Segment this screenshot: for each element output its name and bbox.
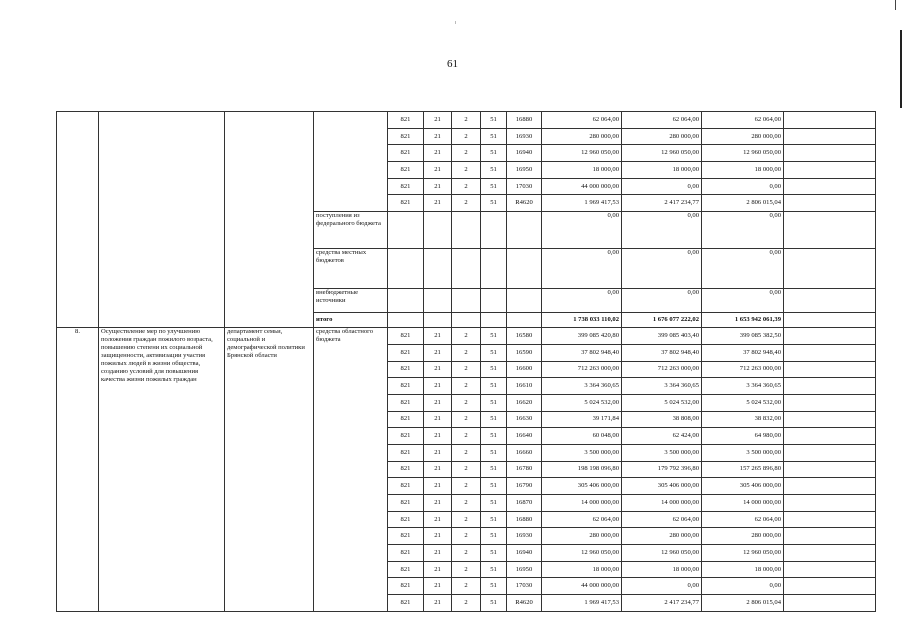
- program-code-cell: 51: [481, 344, 507, 361]
- section-code-cell: 21: [424, 545, 452, 562]
- program-code-cell: 51: [481, 178, 507, 195]
- amount-2020-cell: 38 808,00: [622, 411, 702, 428]
- subsection-code-cell: 2: [452, 328, 481, 345]
- org-code-cell: 821: [388, 378, 424, 395]
- amount-2019-cell: 14 000 000,00: [542, 495, 622, 512]
- amount-2021-cell: 64 980,00: [702, 428, 784, 445]
- empty-cell: [784, 145, 876, 162]
- amount-2021-cell: 157 265 896,80: [702, 461, 784, 478]
- program-code-cell: 51: [481, 378, 507, 395]
- program-code-cell: 51: [481, 495, 507, 512]
- empty-cell: [784, 378, 876, 395]
- empty-cell: [784, 195, 876, 212]
- amount-2019-cell: 712 263 000,00: [542, 361, 622, 378]
- empty-cell: [784, 545, 876, 562]
- amount-2020-cell: 179 792 396,80: [622, 461, 702, 478]
- item-number-cell: 8.: [57, 328, 99, 612]
- program-code-cell: 51: [481, 112, 507, 129]
- subsection-code-cell: 2: [452, 545, 481, 562]
- funding-source-cell: средства местных бюджетов: [314, 249, 388, 289]
- funding-source-cell: средства областного бюджета: [314, 328, 388, 612]
- amount-2020-cell: 0,00: [622, 178, 702, 195]
- amount-2019-cell: 62 064,00: [542, 112, 622, 129]
- empty-code-cell: [388, 212, 424, 249]
- amount-2021-cell: 305 406 000,00: [702, 478, 784, 495]
- empty-code-cell: [481, 249, 507, 289]
- section-code-cell: 21: [424, 394, 452, 411]
- empty-code-cell: [507, 212, 542, 249]
- program-code-cell: 51: [481, 595, 507, 612]
- amount-2020-cell: 12 960 050,00: [622, 545, 702, 562]
- subsection-code-cell: 2: [452, 361, 481, 378]
- amount-2019-cell: 280 000,00: [542, 128, 622, 145]
- amount-2021-cell: 2 806 015,04: [702, 595, 784, 612]
- section-code-cell: 21: [424, 361, 452, 378]
- empty-code-cell: [424, 212, 452, 249]
- amount-2019-cell: 0,00: [542, 212, 622, 249]
- program-code-cell: 51: [481, 478, 507, 495]
- section-code-cell: 21: [424, 428, 452, 445]
- subsection-code-cell: 2: [452, 495, 481, 512]
- org-code-cell: 821: [388, 328, 424, 345]
- activity-name-cell: [99, 112, 225, 328]
- subsection-code-cell: 2: [452, 195, 481, 212]
- org-code-cell: 821: [388, 344, 424, 361]
- program-code-cell: 51: [481, 428, 507, 445]
- empty-code-cell: [388, 313, 424, 328]
- section-code-cell: 21: [424, 478, 452, 495]
- empty-code-cell: [507, 249, 542, 289]
- empty-cell: [784, 128, 876, 145]
- amount-2020-cell: 399 085 403,40: [622, 328, 702, 345]
- total-2020-cell: 1 676 077 222,02: [622, 313, 702, 328]
- section-code-cell: 21: [424, 162, 452, 179]
- direction-code-cell: 16880: [507, 112, 542, 129]
- amount-2019-cell: 305 406 000,00: [542, 478, 622, 495]
- org-code-cell: 821: [388, 545, 424, 562]
- section-code-cell: 21: [424, 145, 452, 162]
- direction-code-cell: 16660: [507, 444, 542, 461]
- empty-cell: [784, 212, 876, 249]
- amount-2019-cell: 198 198 096,80: [542, 461, 622, 478]
- program-code-cell: 51: [481, 545, 507, 562]
- program-code-cell: 51: [481, 461, 507, 478]
- section-code-cell: 21: [424, 461, 452, 478]
- empty-code-cell: [388, 289, 424, 313]
- program-code-cell: 51: [481, 511, 507, 528]
- direction-code-cell: R4620: [507, 595, 542, 612]
- org-code-cell: 821: [388, 495, 424, 512]
- program-code-cell: 51: [481, 528, 507, 545]
- section-code-cell: 21: [424, 178, 452, 195]
- org-code-cell: 821: [388, 461, 424, 478]
- amount-2021-cell: 399 085 382,50: [702, 328, 784, 345]
- funding-source-cell: [314, 112, 388, 212]
- amount-2021-cell: 62 064,00: [702, 112, 784, 129]
- program-code-cell: 51: [481, 561, 507, 578]
- empty-cell: [784, 344, 876, 361]
- org-code-cell: 821: [388, 411, 424, 428]
- amount-2020-cell: 18 000,00: [622, 162, 702, 179]
- org-code-cell: 821: [388, 595, 424, 612]
- program-code-cell: 51: [481, 128, 507, 145]
- amount-2020-cell: 0,00: [622, 578, 702, 595]
- section-code-cell: 21: [424, 411, 452, 428]
- amount-2019-cell: 399 085 420,80: [542, 328, 622, 345]
- section-code-cell: 21: [424, 444, 452, 461]
- empty-cell: [784, 249, 876, 289]
- activity-name-cell: Осуществление мер по улучшению положения граждан пожилого возраста, повышению степени их социальной защищенности, активизации участия пожилых людей в жизни общества, созданию условий для повышения качества жизни пожилых граждан: [99, 328, 225, 612]
- amount-2021-cell: 280 000,00: [702, 128, 784, 145]
- empty-cell: [784, 595, 876, 612]
- amount-2020-cell: 3 364 360,65: [622, 378, 702, 395]
- amount-2021-cell: 712 263 000,00: [702, 361, 784, 378]
- budget-table: [56, 111, 876, 612]
- amount-2021-cell: 3 364 360,65: [702, 378, 784, 395]
- subsection-code-cell: 2: [452, 461, 481, 478]
- amount-2020-cell: 0,00: [622, 212, 702, 249]
- org-code-cell: 821: [388, 428, 424, 445]
- empty-code-cell: [424, 313, 452, 328]
- direction-code-cell: 16880: [507, 511, 542, 528]
- empty-cell: [784, 313, 876, 328]
- subsection-code-cell: 2: [452, 411, 481, 428]
- subsection-code-cell: 2: [452, 561, 481, 578]
- org-code-cell: 821: [388, 112, 424, 129]
- amount-2021-cell: 12 960 050,00: [702, 545, 784, 562]
- org-code-cell: 821: [388, 178, 424, 195]
- direction-code-cell: 16870: [507, 495, 542, 512]
- direction-code-cell: 17030: [507, 178, 542, 195]
- direction-code-cell: 16600: [507, 361, 542, 378]
- program-code-cell: 51: [481, 361, 507, 378]
- org-code-cell: 821: [388, 578, 424, 595]
- amount-2020-cell: 3 500 000,00: [622, 444, 702, 461]
- amount-2021-cell: 5 024 532,00: [702, 394, 784, 411]
- amount-2020-cell: 712 263 000,00: [622, 361, 702, 378]
- executor-cell: [225, 112, 314, 328]
- amount-2021-cell: 0,00: [702, 289, 784, 313]
- direction-code-cell: 16580: [507, 328, 542, 345]
- total-2019-cell: 1 738 033 110,02: [542, 313, 622, 328]
- direction-code-cell: 16620: [507, 394, 542, 411]
- section-code-cell: 21: [424, 112, 452, 129]
- direction-code-cell: 16940: [507, 145, 542, 162]
- empty-cell: [784, 112, 876, 129]
- program-code-cell: 51: [481, 195, 507, 212]
- direction-code-cell: 16950: [507, 561, 542, 578]
- empty-code-cell: [452, 313, 481, 328]
- amount-2020-cell: 305 406 000,00: [622, 478, 702, 495]
- funding-source-cell: внебюджетные источники: [314, 289, 388, 313]
- empty-code-cell: [481, 313, 507, 328]
- empty-code-cell: [507, 289, 542, 313]
- funding-source-cell: поступления из федерального бюджета: [314, 212, 388, 249]
- subsection-code-cell: 2: [452, 162, 481, 179]
- org-code-cell: 821: [388, 195, 424, 212]
- amount-2019-cell: 12 960 050,00: [542, 545, 622, 562]
- subsection-code-cell: 2: [452, 112, 481, 129]
- empty-cell: [784, 478, 876, 495]
- direction-code-cell: R4620: [507, 195, 542, 212]
- program-code-cell: 51: [481, 328, 507, 345]
- empty-cell: [784, 444, 876, 461]
- amount-2020-cell: 37 802 948,40: [622, 344, 702, 361]
- program-code-cell: 51: [481, 578, 507, 595]
- program-code-cell: 51: [481, 444, 507, 461]
- amount-2019-cell: 5 024 532,00: [542, 394, 622, 411]
- subsection-code-cell: 2: [452, 178, 481, 195]
- empty-code-cell: [452, 249, 481, 289]
- empty-code-cell: [452, 289, 481, 313]
- empty-cell: [784, 428, 876, 445]
- amount-2019-cell: 3 500 000,00: [542, 444, 622, 461]
- scan-mark: [455, 21, 456, 24]
- section-code-cell: 21: [424, 495, 452, 512]
- direction-code-cell: 16780: [507, 461, 542, 478]
- amount-2021-cell: 62 064,00: [702, 511, 784, 528]
- empty-code-cell: [507, 313, 542, 328]
- empty-code-cell: [424, 249, 452, 289]
- program-code-cell: 51: [481, 162, 507, 179]
- section-code-cell: 21: [424, 328, 452, 345]
- direction-code-cell: 16590: [507, 344, 542, 361]
- program-code-cell: 51: [481, 145, 507, 162]
- table-row: [57, 112, 876, 129]
- empty-code-cell: [388, 249, 424, 289]
- empty-cell: [784, 411, 876, 428]
- empty-cell: [784, 162, 876, 179]
- direction-code-cell: 16640: [507, 428, 542, 445]
- empty-code-cell: [452, 212, 481, 249]
- amount-2021-cell: 18 000,00: [702, 561, 784, 578]
- subsection-code-cell: 2: [452, 444, 481, 461]
- direction-code-cell: 17030: [507, 578, 542, 595]
- subsection-code-cell: 2: [452, 428, 481, 445]
- executor-cell: департамент семьи, социальной и демографической политики Брянской области: [225, 328, 314, 612]
- amount-2020-cell: 5 024 532,00: [622, 394, 702, 411]
- org-code-cell: 821: [388, 561, 424, 578]
- empty-cell: [784, 578, 876, 595]
- org-code-cell: 821: [388, 145, 424, 162]
- section-code-cell: 21: [424, 344, 452, 361]
- amount-2019-cell: 44 000 000,00: [542, 578, 622, 595]
- amount-2020-cell: 12 960 050,00: [622, 145, 702, 162]
- amount-2019-cell: 0,00: [542, 289, 622, 313]
- section-code-cell: 21: [424, 195, 452, 212]
- total-2021-cell: 1 653 942 061,39: [702, 313, 784, 328]
- direction-code-cell: 16930: [507, 528, 542, 545]
- org-code-cell: 821: [388, 361, 424, 378]
- amount-2019-cell: 37 802 948,40: [542, 344, 622, 361]
- subsection-code-cell: 2: [452, 528, 481, 545]
- section-code-cell: 21: [424, 128, 452, 145]
- empty-cell: [784, 178, 876, 195]
- subsection-code-cell: 2: [452, 378, 481, 395]
- amount-2021-cell: 0,00: [702, 578, 784, 595]
- amount-2021-cell: 0,00: [702, 212, 784, 249]
- subsection-code-cell: 2: [452, 145, 481, 162]
- empty-cell: [784, 328, 876, 345]
- amount-2021-cell: 14 000 000,00: [702, 495, 784, 512]
- amount-2019-cell: 18 000,00: [542, 561, 622, 578]
- empty-code-cell: [481, 289, 507, 313]
- subsection-code-cell: 2: [452, 511, 481, 528]
- amount-2021-cell: 0,00: [702, 249, 784, 289]
- subsection-code-cell: 2: [452, 578, 481, 595]
- amount-2019-cell: 1 969 417,53: [542, 595, 622, 612]
- amount-2019-cell: 0,00: [542, 249, 622, 289]
- empty-cell: [784, 461, 876, 478]
- amount-2020-cell: 2 417 234,77: [622, 595, 702, 612]
- program-code-cell: 51: [481, 394, 507, 411]
- subsection-code-cell: 2: [452, 344, 481, 361]
- program-code-cell: 51: [481, 411, 507, 428]
- amount-2020-cell: 62 064,00: [622, 511, 702, 528]
- empty-cell: [784, 495, 876, 512]
- amount-2020-cell: 62 064,00: [622, 112, 702, 129]
- section-code-cell: 21: [424, 561, 452, 578]
- direction-code-cell: 16940: [507, 545, 542, 562]
- org-code-cell: 821: [388, 478, 424, 495]
- amount-2020-cell: 2 417 234,77: [622, 195, 702, 212]
- amount-2021-cell: 0,00: [702, 178, 784, 195]
- amount-2021-cell: 37 802 948,40: [702, 344, 784, 361]
- direction-code-cell: 16930: [507, 128, 542, 145]
- amount-2021-cell: 12 960 050,00: [702, 145, 784, 162]
- direction-code-cell: 16610: [507, 378, 542, 395]
- amount-2019-cell: 18 000,00: [542, 162, 622, 179]
- amount-2019-cell: 44 000 000,00: [542, 178, 622, 195]
- page-number: 61: [447, 58, 458, 70]
- subsection-code-cell: 2: [452, 595, 481, 612]
- amount-2019-cell: 39 171,84: [542, 411, 622, 428]
- table-row: [57, 328, 876, 345]
- section-code-cell: 21: [424, 595, 452, 612]
- amount-2019-cell: 12 960 050,00: [542, 145, 622, 162]
- empty-cell: [784, 528, 876, 545]
- scan-edge-mark: [895, 0, 896, 10]
- subsection-code-cell: 2: [452, 394, 481, 411]
- amount-2021-cell: 2 806 015,04: [702, 195, 784, 212]
- amount-2020-cell: 0,00: [622, 289, 702, 313]
- amount-2021-cell: 280 000,00: [702, 528, 784, 545]
- total-label-cell: итого: [314, 313, 388, 328]
- amount-2019-cell: 280 000,00: [542, 528, 622, 545]
- empty-cell: [784, 561, 876, 578]
- amount-2019-cell: 3 364 360,65: [542, 378, 622, 395]
- direction-code-cell: 16790: [507, 478, 542, 495]
- empty-cell: [784, 289, 876, 313]
- amount-2020-cell: 14 000 000,00: [622, 495, 702, 512]
- amount-2020-cell: 0,00: [622, 249, 702, 289]
- amount-2020-cell: 18 000,00: [622, 561, 702, 578]
- amount-2019-cell: 62 064,00: [542, 511, 622, 528]
- org-code-cell: 821: [388, 528, 424, 545]
- budget-table-body: [57, 112, 876, 612]
- subsection-code-cell: 2: [452, 128, 481, 145]
- section-code-cell: 21: [424, 528, 452, 545]
- amount-2020-cell: 280 000,00: [622, 128, 702, 145]
- number-cell: [57, 112, 99, 328]
- direction-code-cell: 16950: [507, 162, 542, 179]
- amount-2020-cell: 280 000,00: [622, 528, 702, 545]
- section-code-cell: 21: [424, 511, 452, 528]
- section-code-cell: 21: [424, 578, 452, 595]
- amount-2019-cell: 60 048,00: [542, 428, 622, 445]
- section-code-cell: 21: [424, 378, 452, 395]
- amount-2021-cell: 38 832,00: [702, 411, 784, 428]
- empty-cell: [784, 394, 876, 411]
- empty-code-cell: [481, 212, 507, 249]
- amount-2019-cell: 1 969 417,53: [542, 195, 622, 212]
- amount-2020-cell: 62 424,00: [622, 428, 702, 445]
- org-code-cell: 821: [388, 128, 424, 145]
- amount-2021-cell: 18 000,00: [702, 162, 784, 179]
- org-code-cell: 821: [388, 444, 424, 461]
- org-code-cell: 821: [388, 394, 424, 411]
- empty-code-cell: [424, 289, 452, 313]
- empty-cell: [784, 361, 876, 378]
- empty-cell: [784, 511, 876, 528]
- org-code-cell: 821: [388, 162, 424, 179]
- subsection-code-cell: 2: [452, 478, 481, 495]
- direction-code-cell: 16630: [507, 411, 542, 428]
- amount-2021-cell: 3 500 000,00: [702, 444, 784, 461]
- org-code-cell: 821: [388, 511, 424, 528]
